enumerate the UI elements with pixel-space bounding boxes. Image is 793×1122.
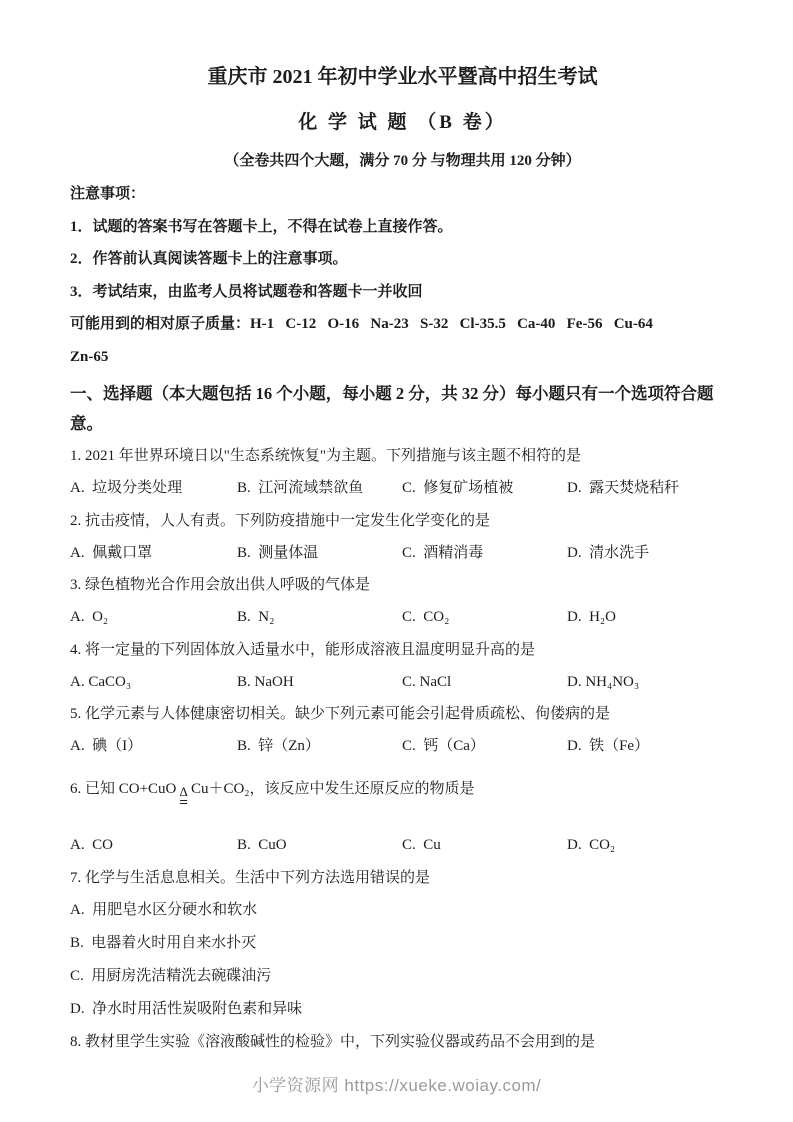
option-b: B. CuO [237, 837, 287, 854]
option-c: C. 用厨房洗洁精洗去碗碟油污 [70, 967, 272, 984]
question-block-8 [70, 1032, 735, 1053]
watermark-site-text: 小学资源网 https://xueke.woiay.com/ [251, 1076, 542, 1095]
option-b: B. 电器着火时用自来水扑灭 [70, 934, 257, 951]
notice-heading: 注意事项： [70, 186, 146, 202]
option-a: A. CO [70, 837, 113, 854]
options-row [70, 607, 735, 628]
option-b: B. 江河流域禁欲鱼 [237, 480, 364, 497]
options-row [70, 478, 735, 499]
options-row [70, 543, 735, 564]
exam-subtitle: 化 学 试 题 （B 卷） [298, 112, 507, 133]
question-block-1 [70, 446, 735, 499]
question-text: 5. 化学元素与人体健康密切相关。缺少下列元素可能会引起骨质疏松、佝偻病的是 [70, 706, 611, 723]
option-d: D. 净水时用活性炭吸附色素和异味 [70, 1000, 303, 1017]
question-text-equation [70, 779, 735, 811]
option-c: C. 钙（Ca） [402, 738, 485, 755]
atomic-mass-line-2: Zn-65 [70, 348, 109, 365]
option-c: C. 修复矿场植被 [402, 480, 514, 497]
option-b: B. 锌（Zn） [237, 738, 320, 755]
question-block-4 [70, 640, 735, 693]
notice-item-1: 1．试题的答案书写在答题卡上，不得在试卷上直接作答。 [70, 218, 453, 235]
options-row [70, 835, 735, 856]
option-d: D. CO₂ [567, 837, 616, 854]
question-block-6 [70, 779, 735, 856]
equals-sign: = [179, 795, 188, 812]
option-c: C. CO₂ [402, 609, 450, 626]
section-heading: 一、选择题（本大题包括 16 个小题，每小题 2 分，共 32 分）每小题只有一个选项符合题意。 [70, 384, 714, 433]
option-d: D. 露天焚烧秸秆 [567, 480, 680, 497]
delta-over-equals [179, 785, 188, 811]
notice-item-3: 3．考试结束，由监考人员将试题卷和答题卡一并收回 [70, 283, 423, 300]
option-a: A. 垃圾分类处理 [70, 480, 183, 497]
option-b: B. NaOH [237, 673, 294, 690]
question-text: 1. 2021 年世界环境日以"生态系统恢复"为主题。下列措施与该主题不相符的是 [70, 448, 581, 465]
option-b: B. 测量体温 [237, 544, 319, 561]
option-c: C. 酒精消毒 [402, 544, 484, 561]
equation-suffix: Cu＋CO₂，该反应中发生还原反应的物质是 [190, 781, 475, 798]
question-block-5 [70, 704, 735, 757]
question-text: 7. 化学与生活息息相关。生活中下列方法选用错误的是 [70, 869, 431, 886]
option-d: D. 铁（Fe） [567, 738, 650, 755]
option-a: A. 佩戴口罩 [70, 544, 153, 561]
notice-item-2: 2．作答前认真阅读答题卡上的注意事项。 [70, 251, 348, 267]
option-c: C. Cu [402, 837, 441, 854]
option-a: A. O₂ [70, 609, 109, 626]
question-text: 3. 绿色植物光合作用会放出供人呼吸的气体是 [70, 577, 371, 594]
exam-info-line: （全卷共四个大题，满分 70 分 与物理共用 120 分钟） [224, 153, 581, 169]
option-d: D. NH₄NO₃ [567, 673, 640, 690]
question-block-7 [70, 868, 735, 1020]
option-d: D. H₂O [567, 609, 616, 626]
option-a: A. CaCO₃ [70, 673, 132, 690]
equation-prefix: 6. 已知 CO+CuO [70, 781, 177, 798]
option-a: A. 碘（I） [70, 738, 143, 755]
question-text: 8. 教材里学生实验《溶液酸碱性的检验》中，下列实验仪器或药品不会用到的是 [70, 1033, 596, 1050]
atomic-mass-line-1: 可能用到的相对原子质量：H-1 C-12 O-16 Na-23 S-32 Cl-35.5 Ca-40 Fe-56 Cu-64 [70, 316, 653, 332]
question-block-3 [70, 575, 735, 628]
delta-symbol: Δ [179, 784, 188, 800]
option-d: D. 清水洗手 [567, 544, 650, 561]
question-text: 2. 抗击疫情，人人有责。下列防疫措施中一定发生化学变化的是 [70, 512, 491, 529]
question-text: 4. 将一定量的下列固体放入适量水中，能形成溶液且温度明显升高的是 [70, 641, 536, 658]
option-b: B. N₂ [237, 609, 275, 626]
options-row [70, 736, 735, 757]
question-block-2 [70, 511, 735, 564]
option-a: A. 用肥皂水区分硬水和软水 [70, 901, 258, 918]
option-c: C. NaCl [402, 673, 452, 690]
options-row [70, 672, 735, 693]
exam-title: 重庆市 2021 年初中学业水平暨高中招生考试 [207, 66, 598, 88]
